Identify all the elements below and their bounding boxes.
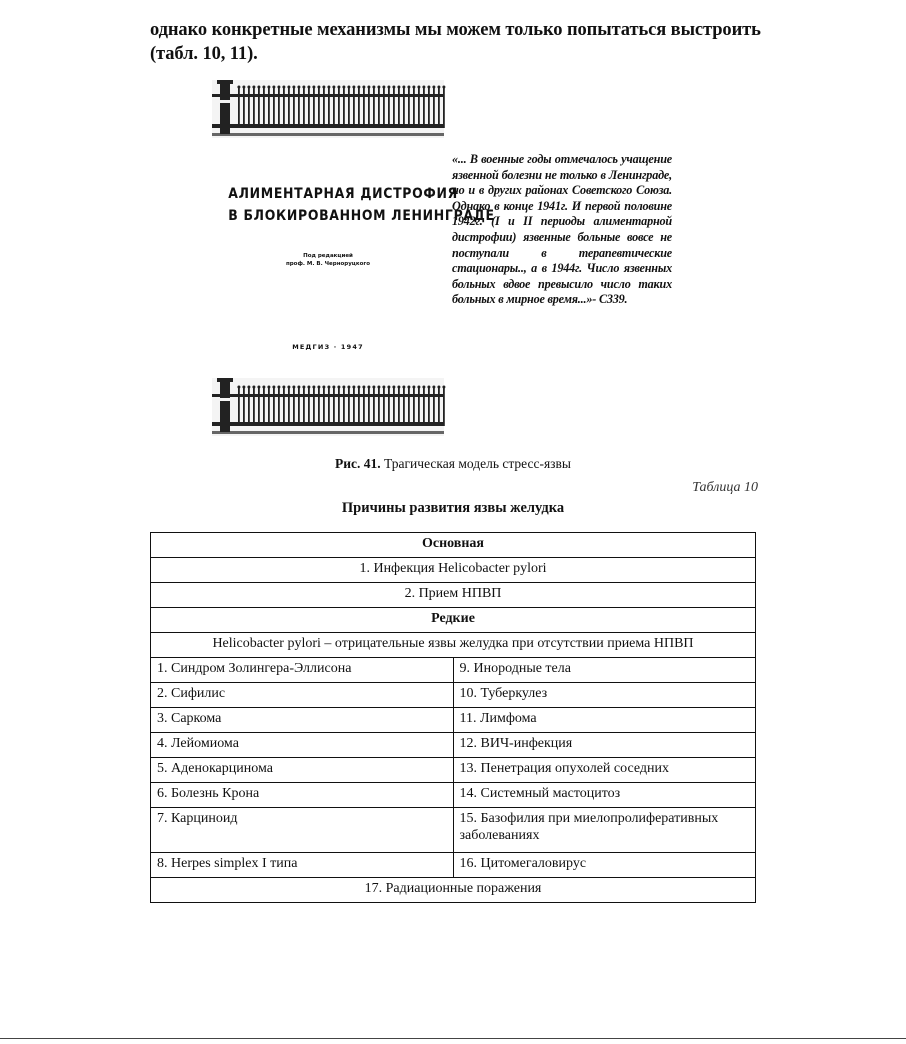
table-row [151, 658, 756, 683]
table-row [151, 878, 756, 903]
table-row [151, 758, 756, 783]
table-row [151, 708, 756, 733]
cover-title [228, 183, 495, 227]
table-row [151, 608, 756, 633]
intro-paragraph [150, 18, 770, 66]
table-row [151, 683, 756, 708]
cover-title-line-2: В БЛОКИРОВАННОМ ЛЕНИНГРАДЕ [228, 208, 495, 224]
cover-editor [212, 252, 444, 268]
main-cause-header: Основная [151, 533, 756, 558]
table-cell: 16. Цитомегаловирус [453, 853, 756, 878]
table-row [151, 583, 756, 608]
figure-caption-label: Рис. 41. [335, 456, 381, 471]
fence-ornament-top [212, 80, 444, 138]
table-number: Таблица 10 [692, 480, 758, 495]
causes-table [150, 532, 756, 903]
table-row [151, 808, 756, 853]
cover-publisher: МЕДГИЗ · 1947 [292, 343, 364, 351]
rare-cause-note: Helicobacter pylori – отрицательные язвы желудка при отсутствии приема НПВП [151, 633, 756, 658]
table-cell: 6. Болезнь Крона [151, 783, 454, 808]
main-cause-item: 2. Прием НПВП [151, 583, 756, 608]
table-row [151, 533, 756, 558]
table-row [151, 783, 756, 808]
table-cell: 2. Сифилис [151, 683, 454, 708]
page-bottom-rule [0, 1038, 906, 1039]
intro-line-1: однако конкретные механизмы мы можем только попытаться выстроить [150, 20, 761, 40]
table-cell: 3. Саркома [151, 708, 454, 733]
table-row [151, 733, 756, 758]
table-cell: 5. Аденокарцинома [151, 758, 454, 783]
fence-ornament-bottom [212, 378, 444, 436]
cover-editor-line-1: Под редакцией [303, 253, 353, 259]
table-row [151, 853, 756, 878]
book-cover-image [212, 80, 495, 444]
table-cell: 11. Лимфома [453, 708, 756, 733]
table-cell: 14. Системный мастоцитоз [453, 783, 756, 808]
table-cell: 15. Базофилия при миелопролиферативных заболеваниях [453, 808, 756, 853]
table-cell: 10. Туберкулез [453, 683, 756, 708]
cover-editor-line-2: проф. М. В. Черноруцкого [285, 261, 371, 267]
table-cell: 1. Синдром Золингера-Эллисона [151, 658, 454, 683]
rare-cause-header: Редкие [151, 608, 756, 633]
table-row [151, 633, 756, 658]
figure-quote: «... В военные годы отмечалось учащение язвенной болезни не только в Ленинграде, но и в других районах Советского Союза. Однако в конце 1941г. И первой половине 1942г. (I и II периоды алиментарной дистрофии) язвенные больные вовсе не поступали в терапевтические стационары.., а в 1944г. Число язвенных больных вдвое превысило число таких больных в мирное время...»- С339. [452, 152, 672, 307]
main-cause-item: 1. Инфекция Helicobacter pylori [151, 558, 756, 583]
table-cell: 12. ВИЧ-инфекция [453, 733, 756, 758]
figure-caption-text: Трагическая модель стресс-язвы [384, 456, 571, 471]
figure-caption [0, 456, 906, 472]
table-cell: 13. Пенетрация опухолей соседних [453, 758, 756, 783]
table-cell: 7. Карциноид [151, 808, 454, 853]
table-title: Причины развития язвы желудка [341, 500, 565, 516]
intro-line-2: (табл. 10, 11). [150, 44, 258, 64]
table-row [151, 558, 756, 583]
table-cell: 4. Лейомиома [151, 733, 454, 758]
table-cell: 9. Инородные тела [453, 658, 756, 683]
cover-title-line-1: АЛИМЕНТАРНАЯ ДИСТРОФИЯ [228, 186, 458, 202]
table-cell: 8. Herpes simplex I типа [151, 853, 454, 878]
last-cause-row: 17. Радиационные поражения [151, 878, 756, 903]
